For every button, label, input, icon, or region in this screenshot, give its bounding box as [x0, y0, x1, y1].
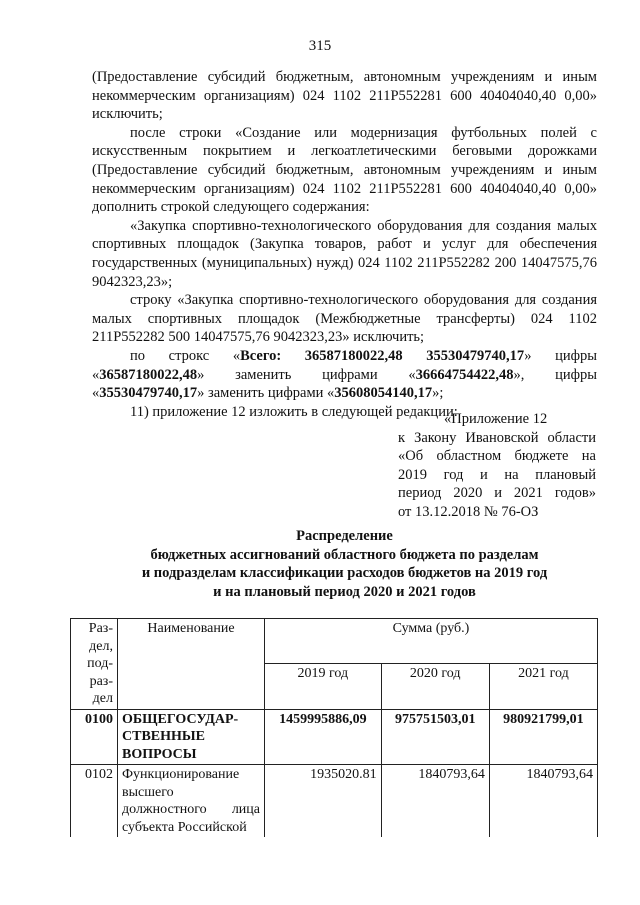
appendix-line: «Приложение 12 [444, 411, 548, 427]
row-value-2020: 1840793,64 [381, 765, 489, 838]
appendix-line: от 13.12.2018 № 76-ОЗ [398, 503, 539, 520]
row-value-2020: 975751503,01 [381, 709, 489, 765]
header-code: Раз- дел, под- раз- дел [71, 619, 118, 710]
row-value-2021: 980921799,01 [489, 709, 597, 765]
appendix-header [398, 410, 596, 522]
appendix-line: период 2020 и 2021 годов» [398, 485, 596, 502]
table-row [71, 709, 598, 765]
body-text [92, 68, 597, 421]
paragraph-6: 11) приложение 12 изложить в следующей редакции: [130, 403, 458, 420]
document-title [92, 527, 597, 601]
paragraph-4: строку «Закупка спортивно-технологического оборудования для создания малых спортивных площадок (Межбюджетные трансферты) 024 1102 211Р552282 500 14047575,76 9042323,23» исключить; [92, 292, 597, 346]
paragraph-2: после строки «Создание или модернизация футбольных полей с искусственным покрытием и легкоатлетическими беговыми дорожками (Предоставление субсидий бюджетным, автономным учреждениям и иным некоммерческим организациям) 024 1102 211Р552281 600 40404040,40 0,00» дополнить строкой следующего содержания: [92, 124, 597, 216]
row-value-2021: 1840793,64 [489, 765, 597, 838]
header-name: Наименование [118, 619, 265, 710]
title-line: бюджетных ассигнований областного бюджета по разделам [150, 546, 539, 563]
appendix-line: «Об областном бюджете на [398, 448, 596, 465]
table-header-row [71, 619, 598, 664]
row-code: 0102 [71, 765, 118, 838]
table-row [71, 765, 598, 838]
title-line: Распределение [296, 528, 393, 544]
header-2020: 2020 год [381, 664, 489, 709]
title-line: и подразделам классификации расходов бюджетов на 2019 год [141, 565, 548, 582]
paragraph-5: по строкс «Всего: 36587180022,48 35530479740,17» цифры «36587180022,48» заменить цифрами «36664754422,48», цифры «35530479740,17» заменить цифрами «35608054140,17»; [92, 347, 597, 402]
row-code: 0100 [71, 709, 118, 765]
header-2019: 2019 год [265, 664, 382, 709]
page-number: 315 [308, 38, 332, 54]
row-name: ОБЩЕГОСУДАР- СТВЕННЫЕ ВОПРОСЫ [118, 709, 265, 765]
row-value-2019: 1935020.81 [265, 765, 382, 838]
paragraph-1: (Предоставление субсидий бюджетным, автономным учреждениям и иным некоммерческим организациям) 024 1102 211Р552281 600 40404040,40 0,00» исключить; [92, 69, 597, 123]
appendix-line: 2019 год и на плановый [398, 466, 596, 483]
appendix-line: к Закону Ивановской области [398, 429, 596, 446]
paragraph-3: «Закупка спортивно-технологического оборудования для создания малых спортивных площадок (Закупка товаров, работ и услуг для обеспечения государственных (муниципальных) нужд) 024 1102 211Р552282 200 14047575,76 9042323,23»; [92, 217, 597, 290]
title-line: и на плановый период 2020 и 2021 годов [213, 583, 476, 600]
header-2021: 2021 год [489, 664, 597, 709]
header-sum: Сумма (руб.) [265, 619, 598, 664]
row-name: Функционирование высшего должностного лица субъекта Российской [118, 765, 265, 838]
row-value-2019: 1459995886,09 [265, 709, 382, 765]
budget-table [70, 618, 598, 837]
